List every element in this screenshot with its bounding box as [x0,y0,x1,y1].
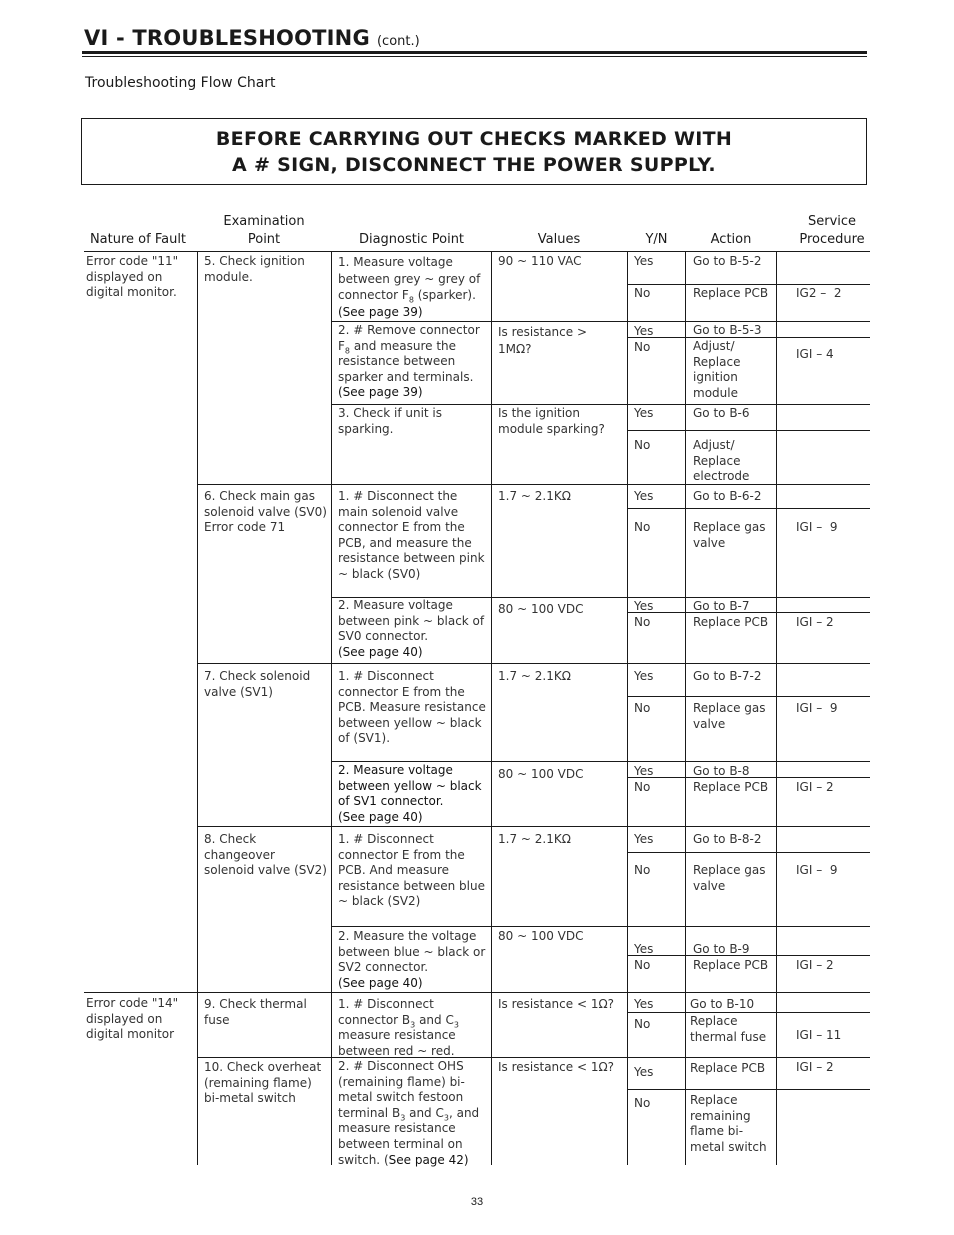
value-cell: Is resistance > 1MΩ? [498,325,588,356]
service-cell: IGI – 2 [796,615,834,629]
action-cell: Go to B-5-3 [693,323,762,337]
section-title-main: VI - TROUBLESHOOTING [84,26,370,50]
row-rule [627,284,870,285]
action-cell: Replace PCB [693,958,769,972]
value-cell: 80 ~ 100 VDC [498,929,584,943]
exam-cell: 6. Check main gas solenoid valve (SV0) Error code 71 [204,489,327,535]
yn-cell: No [634,1096,651,1110]
row-rule [332,404,870,405]
exam-cell: 8. Check changeover solenoid valve (SV2) [204,832,327,878]
action-cell: Adjust/ Replace ignition module [693,339,741,400]
diag-cell: 1. Measure voltage between grey ~ grey of connector $F_8$ (sparker). (See page 39) [338,255,481,319]
col-rule [776,251,777,1165]
value-cell: 90 ~ 110 VAC [498,254,582,268]
yn-cell: Yes [634,599,654,613]
yn-cell: No [634,863,651,877]
service-cell: IGI – 2 [796,780,834,794]
header-rule-thin [82,56,867,57]
col-rule [331,251,332,1165]
col-header-diag: Diagnostic Point [358,232,465,247]
action-cell: Replace PCB [690,1061,766,1075]
exam-cell: 9. Check thermal fuse [204,997,307,1027]
yn-cell: No [634,438,651,452]
value-cell: 1.7 ~ 2.1KΩ [498,832,571,846]
action-cell: Replace thermal fuse [690,1014,767,1044]
section-title [84,26,420,50]
action-cell: Go to B-8 [693,764,750,778]
action-cell: Replace PCB [693,615,769,629]
value-cell: 1.7 ~ 2.1KΩ [498,489,571,503]
col-header-action: Action [710,232,752,247]
col-header-service: Service Procedure [799,214,865,247]
row-rule [627,696,870,697]
service-cell: IGI – 4 [796,347,834,361]
yn-cell: No [634,1017,651,1031]
service-cell: IG2 – 2 [796,286,842,300]
action-cell: Go to B-6-2 [693,489,762,503]
action-cell: Replace gas valve [693,520,766,550]
row-rule [197,826,870,827]
action-cell: Replace gas valve [693,863,766,893]
exam-cell: 7. Check solenoid valve (SV1) [204,669,311,699]
row-rule [627,1089,870,1090]
service-cell: IGI – 9 [796,863,838,877]
diag-cell: 1. # Disconnect the main solenoid valve connector E from the PCB, and measure the resistance between pink ~ black (SV0) [338,489,485,581]
fault-cell: Error code "11" displayed on digital monitor. [86,254,179,300]
value-cell: 80 ~ 100 VDC [498,602,584,616]
exam-cell: 10. Check overheat (remaining flame) bi-metal switch [204,1060,322,1106]
table-top-rule [84,251,870,252]
warning-box [81,118,867,185]
diag-cell: 2. Measure voltage between yellow ~ black of SV1 connector. (See page 40) [338,763,482,824]
col-rule [491,251,492,1165]
action-cell: Go to B-9 [693,942,750,956]
yn-cell: Yes [634,406,654,420]
warning-line-2: A # SIGN, DISCONNECT THE POWER SUPPLY. [232,153,716,176]
value-cell: Is resistance < 1Ω? [498,1060,614,1074]
action-cell: Replace PCB [693,286,769,300]
row-rule [84,992,870,993]
col-header-exam: Examination Point [223,214,305,247]
value-cell: 1.7 ~ 2.1KΩ [498,669,571,683]
yn-cell: Yes [634,324,654,338]
diag-cell: 3. Check if unit is sparking. [338,406,443,436]
yn-cell: Yes [634,489,654,503]
value-cell: Is the ignition module sparking? [498,406,605,436]
row-rule [197,663,870,664]
col-header-yn: Y/N [645,232,668,247]
diag-cell: 2. Measure voltage between pink ~ black of SV0 connector. (See page 40) [338,598,485,659]
action-cell: Adjust/ Replace electrode [693,438,750,484]
service-cell: IGI – 9 [796,701,838,715]
action-cell: Go to B-7 [693,599,750,613]
section-title-suffix: (cont.) [376,34,420,49]
row-rule [332,321,870,322]
yn-cell: No [634,780,651,794]
action-cell: Go to B-6 [693,406,750,420]
header-rule-thick [82,51,867,54]
value-cell: Is resistance < 1Ω? [498,997,614,1011]
col-rule [197,251,198,1165]
action-cell: Replace remaining flame bi-metal switch [690,1093,767,1154]
yn-cell: Yes [634,669,654,683]
action-cell: Go to B-7-2 [693,669,762,683]
yn-cell: No [634,958,651,972]
yn-cell: Yes [634,764,654,778]
col-rule [685,251,686,1165]
diag-cell: 2. # Remove connector $F_8$ and measure the resistance between sparker and terminals. (See page 39) [338,323,480,400]
yn-cell: No [634,340,651,354]
col-rule [627,251,628,1165]
service-cell: IGI – 11 [796,1028,842,1042]
diag-cell: 1. # Disconnect connector $B_3$ and $C_3$ measure resistance between red ~ red. [338,997,459,1058]
service-cell: IGI – 2 [796,1060,834,1074]
yn-cell: No [634,701,651,715]
fault-cell: Error code "14" displayed on digital monitor [86,996,179,1042]
action-cell: Replace gas valve [693,701,766,731]
col-header-nature: Nature of Fault [89,232,187,247]
row-rule [197,484,870,485]
yn-cell: No [634,286,651,300]
exam-cell: 5. Check ignition module. [204,254,305,284]
row-rule [197,1057,870,1058]
yn-cell: Yes [634,997,654,1011]
diag-cell: 2. # Disconnect OHS (remaining flame) bi-metal switch festoon terminal $B_3$ and $C_3$, and measure resistance between terminal on switch. (See page 42) [338,1059,480,1167]
warning-line-1: BEFORE CARRYING OUT CHECKS MARKED WITH [215,127,733,150]
row-rule [332,926,870,927]
row-rule [627,430,870,431]
service-cell: IGI – 2 [796,958,834,972]
diag-cell: 1. # Disconnect connector E from the PCB. And measure resistance between blue ~ black (SV2) [338,832,485,909]
yn-cell: Yes [634,942,654,956]
value-cell: 80 ~ 100 VDC [498,767,584,781]
row-rule [332,761,870,762]
action-cell: Go to B-10 [690,997,755,1011]
action-cell: Go to B-8-2 [693,832,762,846]
page-subtitle: Troubleshooting Flow Chart [85,75,276,91]
yn-cell: Yes [634,254,654,268]
yn-cell: Yes [634,1065,654,1079]
diag-cell: 1. # Disconnect connector E from the PCB. Measure resistance between yellow ~ black of (SV1). [338,669,486,746]
row-rule [627,508,870,509]
page-number: 33 [470,1196,484,1208]
yn-cell: Yes [634,832,654,846]
yn-cell: No [634,615,651,629]
action-cell: Replace PCB [693,780,769,794]
service-cell: IGI – 9 [796,520,838,534]
action-cell: Go to B-5-2 [693,254,762,268]
row-rule [627,852,870,853]
col-header-values: Values [537,232,581,247]
yn-cell: No [634,520,651,534]
diag-cell: 2. Measure the voltage between blue ~ black or SV2 connector. (See page 40) [338,929,486,990]
